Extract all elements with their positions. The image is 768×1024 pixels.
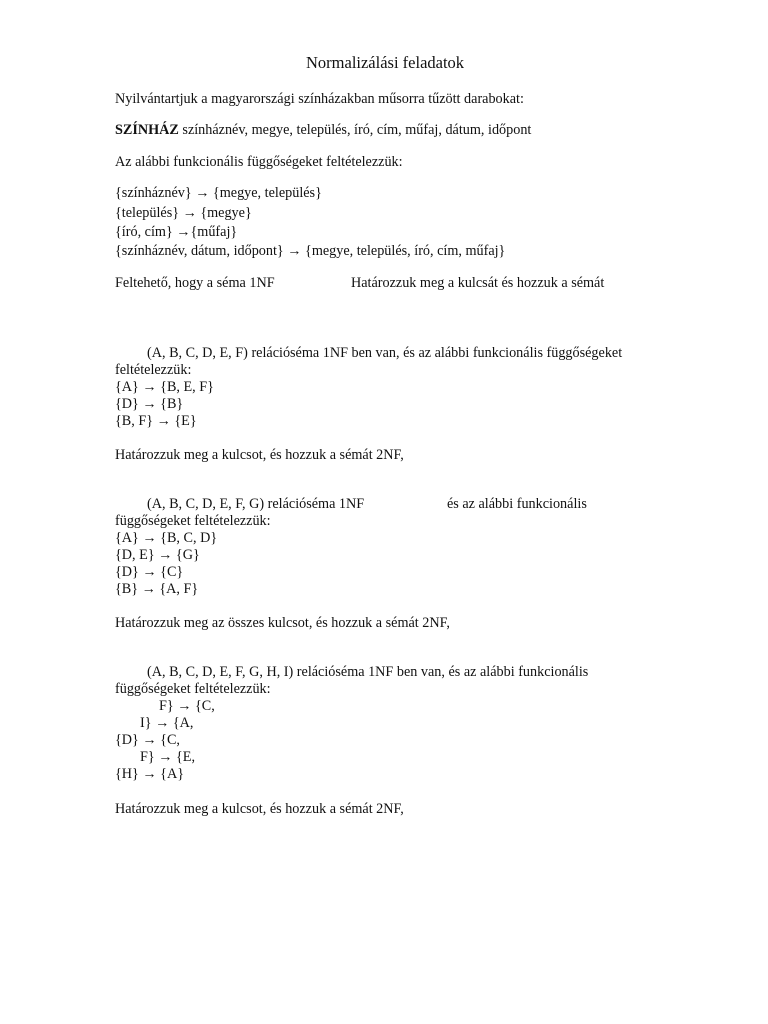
- exercise2-line2: függőségeket feltételezzük:: [115, 513, 271, 529]
- exercise3-line2: függőségeket feltételezzük:: [115, 681, 271, 697]
- assumption-text: Feltehető, hogy a séma 1NF: [115, 275, 275, 291]
- exercise2-fd: {A} → {B, C, D}: [115, 530, 218, 546]
- exercise2-line1-right: és az alábbi funkcionális: [447, 496, 587, 512]
- schema-line: [115, 122, 531, 139]
- schema-name: SZÍNHÁZ: [115, 122, 179, 138]
- exercise2-fd: {D} → {C}: [115, 564, 184, 580]
- fd-line: {író, cím} →{műfaj}: [115, 224, 238, 240]
- exercise1-fd: {D} → {B}: [115, 396, 184, 412]
- exercise3-line1: (A, B, C, D, E, F, G, H, I) relációséma 1NF ben van, és az alábbi funkcionális: [147, 664, 589, 680]
- exercise3-fd: {D} → {C,: [115, 732, 180, 748]
- exercise3-task: Határozzuk meg a kulcsot, és hozzuk a sémát 2NF,: [115, 801, 404, 817]
- schema-attributes: színháznév, megye, település, író, cím, műfaj, dátum, időpont: [182, 122, 532, 138]
- page-title: Normalizálási feladatok: [306, 53, 465, 72]
- exercise3-fd: I} → {A,: [140, 715, 194, 731]
- exercise1-line1: (A, B, C, D, E, F) relációséma 1NF ben van, és az alábbi funkcionális függőségeket: [147, 345, 623, 361]
- exercise3-fd: F} → {E,: [140, 749, 196, 765]
- task-text: Határozzuk meg a kulcsát és hozzuk a sémát: [351, 275, 605, 291]
- exercise1-fd: {B, F} → {E}: [115, 413, 197, 429]
- exercise2-task: Határozzuk meg az összes kulcsot, és hozzuk a sémát 2NF,: [115, 615, 450, 631]
- exercise2-fd: {D, E} → {G}: [115, 547, 200, 563]
- fd-line: {színháznév} → {megye, település}: [115, 185, 322, 201]
- exercise3-fd: F} → {C,: [159, 698, 215, 714]
- exercise2-line1-left: (A, B, C, D, E, F, G) relációséma 1NF: [147, 496, 365, 512]
- intro-text: Nyilvántartjuk a magyarországi színházakban műsorra tűzött darabokat:: [115, 91, 524, 107]
- exercise1-line2: feltételezzük:: [115, 362, 192, 378]
- fd-line: {színháznév, dátum, időpont} → {megye, település, író, cím, műfaj}: [115, 243, 506, 259]
- exercise3-fd: {H} → {A}: [115, 766, 185, 782]
- exercise2-fd: {B} → {A, F}: [115, 581, 199, 597]
- fd-line: {település} → {megye}: [115, 205, 252, 221]
- fd-intro-text: Az alábbi funkcionális függőségeket feltételezzük:: [115, 154, 403, 170]
- exercise1-task: Határozzuk meg a kulcsot, és hozzuk a sémát 2NF,: [115, 447, 404, 463]
- exercise1-fd: {A} → {B, E, F}: [115, 379, 214, 395]
